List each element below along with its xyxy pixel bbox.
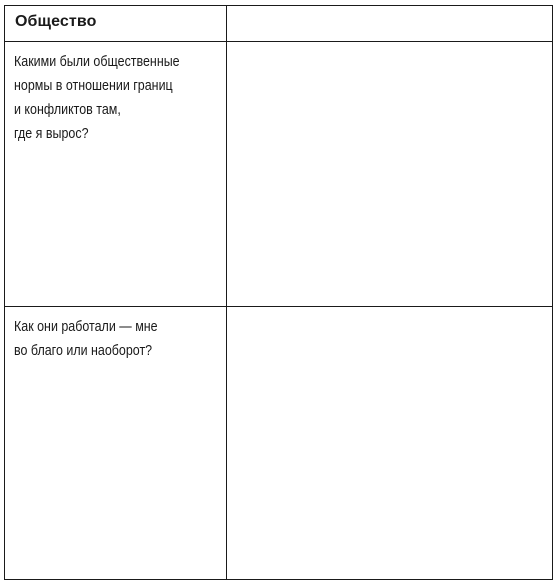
question-line: Как они работали — мне (14, 319, 158, 335)
question-line: Какими были общественные (14, 54, 180, 70)
question-line: и конфликтов там, (14, 102, 121, 118)
question-cell (5, 307, 227, 579)
question-line: нормы в отношении границ (14, 78, 173, 94)
answer-cell[interactable] (227, 307, 552, 579)
answer-cell[interactable] (227, 42, 552, 307)
worksheet-table (4, 5, 553, 580)
question-cell (5, 42, 227, 307)
answer-header-cell (227, 6, 552, 42)
question-line: где я вырос? (14, 126, 89, 142)
question-line: во благо или наоборот? (14, 343, 153, 359)
section-title: Общество (5, 6, 227, 42)
